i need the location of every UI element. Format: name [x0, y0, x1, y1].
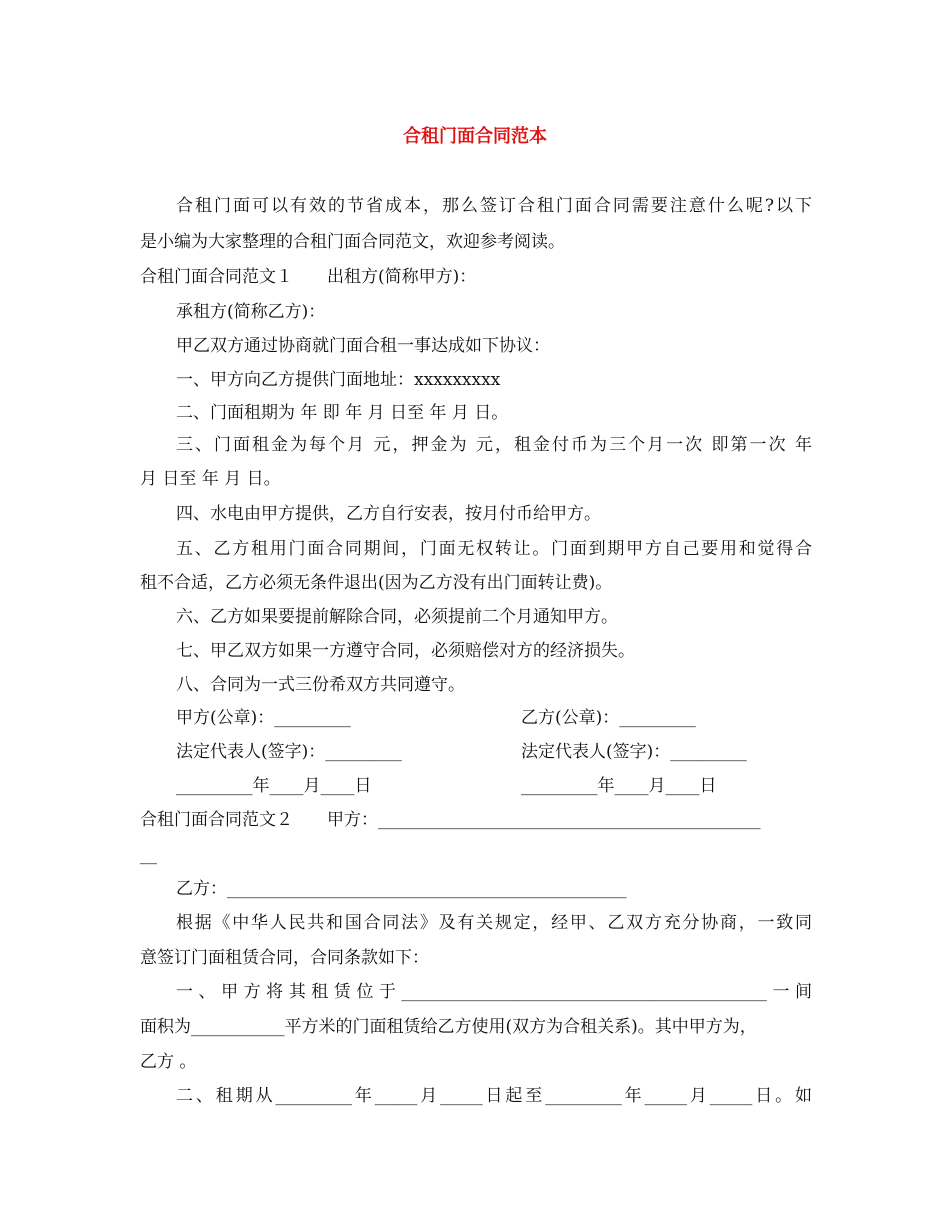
paragraph-line: __: [140, 845, 157, 865]
document-title: 合租门面合同范本: [403, 126, 547, 147]
paragraph-line: 甲乙双方通过协商就门面合租一事达成如下协议：: [176, 336, 550, 356]
party-b-seal: 乙方(公章)：_________: [521, 708, 696, 728]
clause-line: 乙方 。: [140, 1052, 197, 1072]
section-heading-line: 合租门面合同范文１ 出租方(简称甲方)：: [140, 267, 477, 287]
party-a-date: _________年____月____日: [176, 776, 372, 796]
clause-line: 二、门面租期为 年 即 年 月 日至 年 月 日。: [176, 403, 509, 423]
clause-line: 八、合同为一式三份希双方共同遵守。: [176, 675, 465, 695]
paragraph-line: 根据《中华人民共和国合同法》及有关规定，经甲、乙双方充分协商，一致同: [176, 913, 812, 933]
clause-line: 二、租期从_________年_____月_____日起至_________年_____月_____日。如: [176, 1086, 812, 1106]
party-b-representative: 法定代表人(签字)：_________: [521, 742, 747, 762]
clause-line: 六、乙方如果要提前解除合同，必须提前二个月通知甲方。: [176, 607, 618, 627]
clause-line: 四、水电由甲方提供，乙方自行安表，按月付币给甲方。: [176, 504, 601, 524]
clause-line: 一、甲方将其租赁位于___________________________________________一间: [176, 982, 812, 1002]
paragraph-line: 承租方(简称乙方)：: [176, 302, 326, 322]
paragraph-line: 合租门面可以有效的节省成本，那么签订合租门面合同需要注意什么呢?以下: [176, 196, 812, 216]
paragraph-line: 意签订门面租赁合同，合同条款如下：: [140, 948, 429, 968]
party-a-representative: 法定代表人(签字)：_________: [176, 742, 402, 762]
party-a-seal: 甲方(公章)：_________: [176, 708, 351, 728]
clause-line: 五、乙方租用门面合同期间，门面无权转让。门面到期甲方自己要用和觉得合: [176, 539, 812, 559]
clause-line: 三、门面租金为每个月 元，押金为 元，租金付币为三个月一次 即第一次 年: [176, 435, 812, 455]
paragraph-line: 乙方：_______________________________________________: [176, 879, 627, 899]
party-b-date: _________年____月____日: [521, 776, 717, 796]
clause-line: 月 日至 年 月 日。: [140, 469, 281, 489]
clause-line: 七、甲乙双方如果一方遵守合同，必须赔偿对方的经济损失。: [176, 641, 635, 661]
paragraph-line: 是小编为大家整理的合租门面合同范文，欢迎参考阅读。: [140, 232, 565, 252]
clause-line: 租不合适，乙方必须无条件退出(因为乙方没有出门面转让费)。: [140, 573, 613, 593]
clause-line: 面积为___________平方米的门面租赁给乙方使用(双方为合租关系)。其中甲方为，: [140, 1017, 757, 1037]
section-heading-line: 合租门面合同范文２ 甲方：_____________________________________________: [140, 810, 761, 830]
clause-line: 一、甲方向乙方提供门面地址：xxxxxxxxx: [176, 370, 501, 390]
